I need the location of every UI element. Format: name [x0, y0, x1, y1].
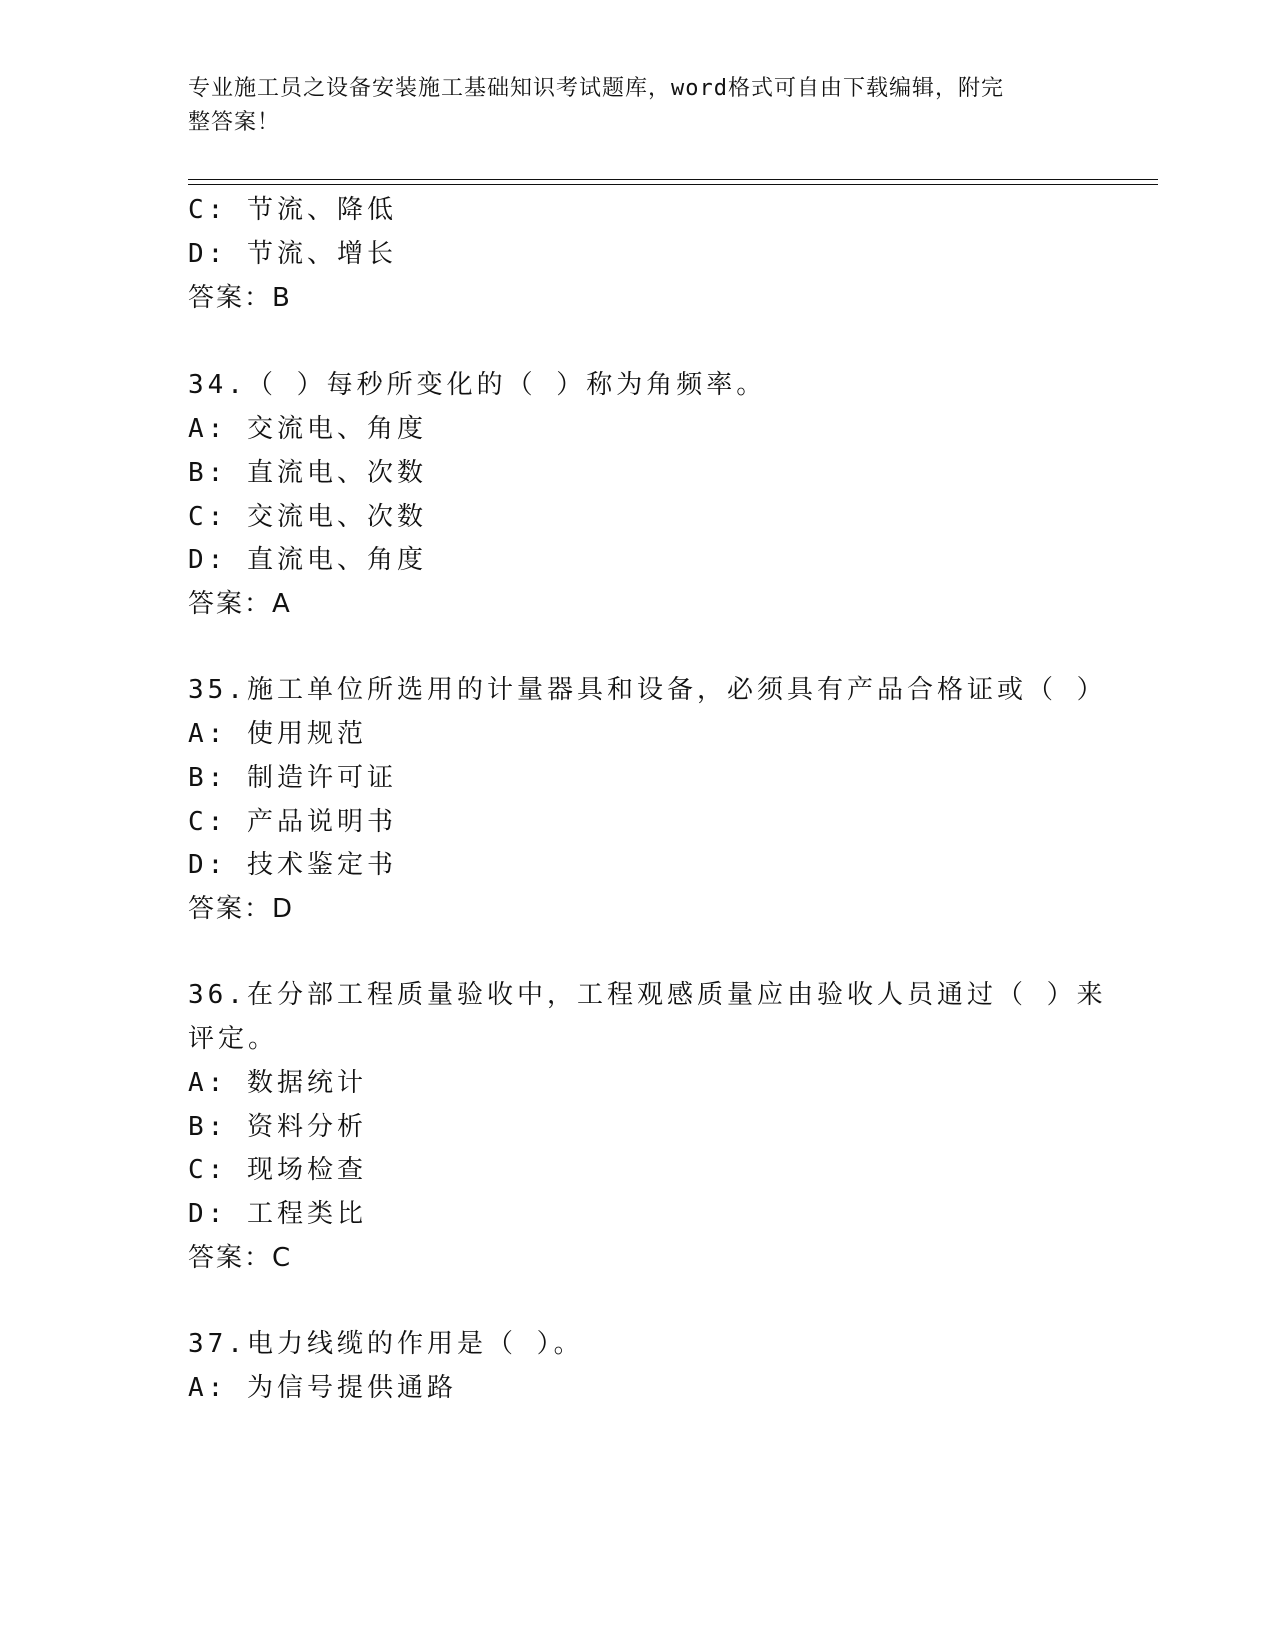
q34-answer: 答案：A	[188, 589, 292, 619]
q36-option-c: C: 现场检查	[188, 1155, 367, 1185]
q35-option-a: A: 使用规范	[188, 719, 367, 749]
q35-answer: 答案：D	[188, 894, 295, 924]
q37-option-a: A: 为信号提供通路	[188, 1373, 457, 1403]
q34-option-d: D: 直流电、角度	[188, 545, 427, 575]
q33-option-c: C: 节流、降低	[188, 195, 397, 225]
header-divider-bottom	[188, 184, 1158, 185]
q36-answer: 答案：C	[188, 1243, 293, 1273]
q34-option-b: B: 直流电、次数	[188, 458, 427, 488]
q36-question-line-2: 评定。	[188, 1024, 279, 1054]
q35-option-c: C: 产品说明书	[188, 807, 397, 837]
q36-option-b: B: 资料分析	[188, 1112, 367, 1142]
header-line-1: 专业施工员之设备安装施工基础知识考试题库，word格式可自由下载编辑，附完	[188, 76, 1004, 101]
q34-option-a: A: 交流电、角度	[188, 414, 427, 444]
q36-question-line-1: 36.在分部工程质量验收中，工程观感质量应由验收人员通过（ ）来	[188, 980, 1107, 1010]
q35-option-b: B: 制造许可证	[188, 763, 397, 793]
q33-answer: 答案：B	[188, 283, 292, 313]
q36-option-d: D: 工程类比	[188, 1199, 367, 1229]
header-divider-top	[188, 179, 1158, 180]
q35-option-d: D: 技术鉴定书	[188, 850, 397, 880]
q34-option-c: C: 交流电、次数	[188, 502, 427, 532]
q36-option-a: A: 数据统计	[188, 1068, 367, 1098]
q34-question: 34.（ ）每秒所变化的（ ）称为角频率。	[188, 370, 767, 400]
document-header	[188, 72, 1068, 140]
header-line-2: 整答案！	[188, 110, 281, 135]
q35-question: 35.施工单位所选用的计量器具和设备，必须具有产品合格证或（ ）	[188, 675, 1107, 705]
q37-question: 37.电力线缆的作用是（ ）。	[188, 1329, 584, 1359]
q33-option-d: D: 节流、增长	[188, 239, 397, 269]
